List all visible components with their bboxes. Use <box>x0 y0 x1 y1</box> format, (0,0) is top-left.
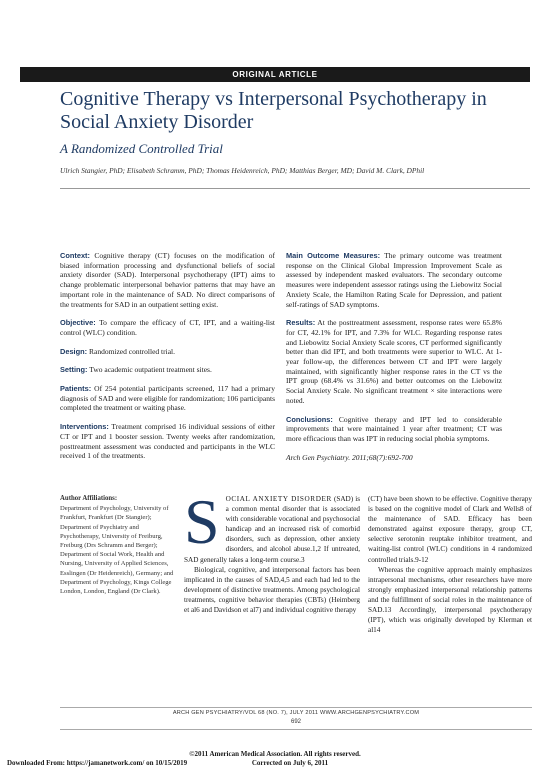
conclusions-heading: Conclusions: <box>286 414 333 424</box>
article-title: Cognitive Therapy vs Interpersonal Psychotherapy in Social Anxiety Disorder <box>60 88 487 133</box>
abstract-left-column <box>60 251 275 470</box>
body-paragraph-4: Whereas the cognitive approach mainly emphasizes intrapersonal mechanisms, other researchers have more strongly emphasized interpersonal relationship patterns and the fulfillment of social roles in the maintenance of SAD.13 Accordingly, interpersonal psychotherapy (IPT), which was originally developed by Klerman et al14 <box>368 565 532 635</box>
abstract-measures <box>286 251 502 309</box>
page-number: 692 <box>290 719 301 725</box>
abstract-design <box>60 347 275 357</box>
abstract-results <box>286 318 502 405</box>
body-paragraph-3: (CT) have been shown to be effective. Cognitive therapy is based on the cognitive model of Clark and Wells8 of the maintenance of SAD. Efficacy has been demonstrated against exposure therapy, group CT, selective serotonin reuptake inhibitor treatment, and waiting-list control (WLC) conditions in 4 randomized controlled trials.9-12 <box>368 495 532 564</box>
abstract-setting <box>60 365 275 375</box>
conclusions-text: Cognitive therapy and IPT led to considerable improvements that were maintained 1 year after treatment; CT was more efficacious than was IPT in reducing social phobia symptoms. <box>286 414 502 443</box>
affiliations-heading: Author Affiliations: <box>60 495 118 502</box>
correction-notice: Corrected on July 6, 2011 <box>251 759 329 767</box>
setting-heading: Setting: <box>60 365 88 375</box>
objective-heading: Objective: <box>60 318 96 328</box>
body-column-2 <box>368 494 532 635</box>
abstract-objective <box>60 318 275 337</box>
section-label: ORIGINAL ARTICLE <box>226 67 323 82</box>
design-text: Randomized controlled trial. <box>88 346 175 356</box>
abstract-patients <box>60 384 275 413</box>
patients-text: Of 254 potential participants screened, 117 had a primary diagnosis of SAD and were eligible for randomization; 106 participants completed the treatment or waiting phase. <box>60 384 276 413</box>
journal-footer: ARCH GEN PSYCHIATRY/VOL 68 (NO. 7), JULY 2011 WWW.ARCHGENPSYCHIATRY.COM <box>172 710 420 716</box>
interventions-heading: Interventions: <box>60 422 109 432</box>
measures-heading: Main Outcome Measures: <box>286 251 381 260</box>
body-column-1 <box>184 486 361 615</box>
download-notice: Downloaded From: https://jamanetwork.com/ on 10/15/2019 <box>7 759 188 767</box>
abstract-interventions <box>60 422 275 461</box>
citation: Arch Gen Psychiatry. 2011;68(7):692-700 <box>286 452 413 462</box>
body-text-1: (SAD) is a common mental disorder that is associated with considerable vocational and psychosocial handicap and an increased risk of comorbid disorders, such as depression, other anxiety disorders, and alcohol abuse.1,2 If untreated, SAD generally takes a long-term course.3 <box>184 495 361 564</box>
drop-cap: S <box>184 486 220 557</box>
author-list: Ulrich Stangier, PhD; Elisabeth Schramm, PhD; Thomas Heidenreich, PhD; Matthias Berger, MD; David M. Clark, DPhil <box>60 166 425 175</box>
patients-heading: Patients: <box>60 384 92 394</box>
footer-divider <box>60 707 532 708</box>
setting-text: Two academic outpatient treatment sites. <box>89 365 212 375</box>
affiliations-text: Department of Psychology, University of Frankfurt, Frankfurt (Dr Stangier); Department of Psychiatry and Psychotherapy, University of Freiburg, Freiburg (Drs Schramm and Berger); Department of Social Work, Health and Nursing, University of Applied Sciences, Esslingen (Dr Heidenreich), Germany; and Department of Psychology, Kings College London, London, England (Dr Clark). <box>60 505 174 596</box>
context-heading: Context: <box>60 251 90 260</box>
author-affiliations <box>60 494 178 596</box>
results-heading: Results: <box>286 318 316 328</box>
opening-small-caps: OCIAL ANXIETY DISORDER <box>225 495 332 503</box>
measures-text: The primary outcome was treatment response on the Clinical Global Impression Improvement Scale as assessed by independent masked evaluators. The secondary outcome measures were independent assessor ratings using the Liebowitz Social Anxiety Scale, the Hamilton Rating Scale for Depression, and patient self-ratings of SAD symptoms. <box>286 251 502 309</box>
abstract-conclusions <box>286 415 502 444</box>
body-paragraph-2: Biological, cognitive, and interpersonal factors has been implicated in the causes of SAD,4,5 and each had led to the development of distinctive treatments. Among psychological treatments, cognitive behavior therapies (CBTs) (Heimberg et al6 and Davidson et al7) and individual cognitive therapy <box>184 565 360 615</box>
abstract-context <box>60 251 275 309</box>
copyright-notice: ©2011 American Medical Association. All rights reserved. <box>189 750 361 758</box>
design-heading: Design: <box>60 346 88 356</box>
header-divider <box>60 188 530 189</box>
article-subtitle: A Randomized Controlled Trial <box>60 141 223 156</box>
objective-text: To compare the efficacy of CT, IPT, and a waiting-list control (WLC) condition. <box>60 318 275 337</box>
context-text: Cognitive therapy (CT) focuses on the modification of biased information processing and dysfunctional beliefs of social anxiety disorder (SAD). Interpersonal psychotherapy (IPT) aims to change problematic interpersonal behavior patterns that may have an important role in the maintenance of SAD. No direct comparisons of the treatments for SAD in an outpatient setting exist. <box>60 251 275 309</box>
footer-divider-bottom <box>60 729 532 730</box>
abstract-right-column <box>286 251 502 471</box>
section-banner <box>20 67 530 82</box>
results-text: At the posttreatment assessment, response rates were 65.8% for CT, 42.1% for IPT, and 7.3% for WLC. Regarding response rates and Liebowitz Social Anxiety Scale scores, CT performed significantly better than did IPT, and both treatments were superior to WLC. At 1-year follow-up, the differences between CT and IPT were largely maintained, with significantly higher response rates in the CT vs the IPT group (68.4% vs 31.6%) and better outcomes on the Liebowitz Social Anxiety Scale. No significant treatment × site interactions were noted. <box>286 318 502 405</box>
interventions-text: Treatment comprised 16 individual sessions of either CT or IPT and 1 booster session. Twenty weeks after randomization, posttreatment assessment was conducted and participants in the WLC received 1 of the treatments. <box>60 422 275 461</box>
